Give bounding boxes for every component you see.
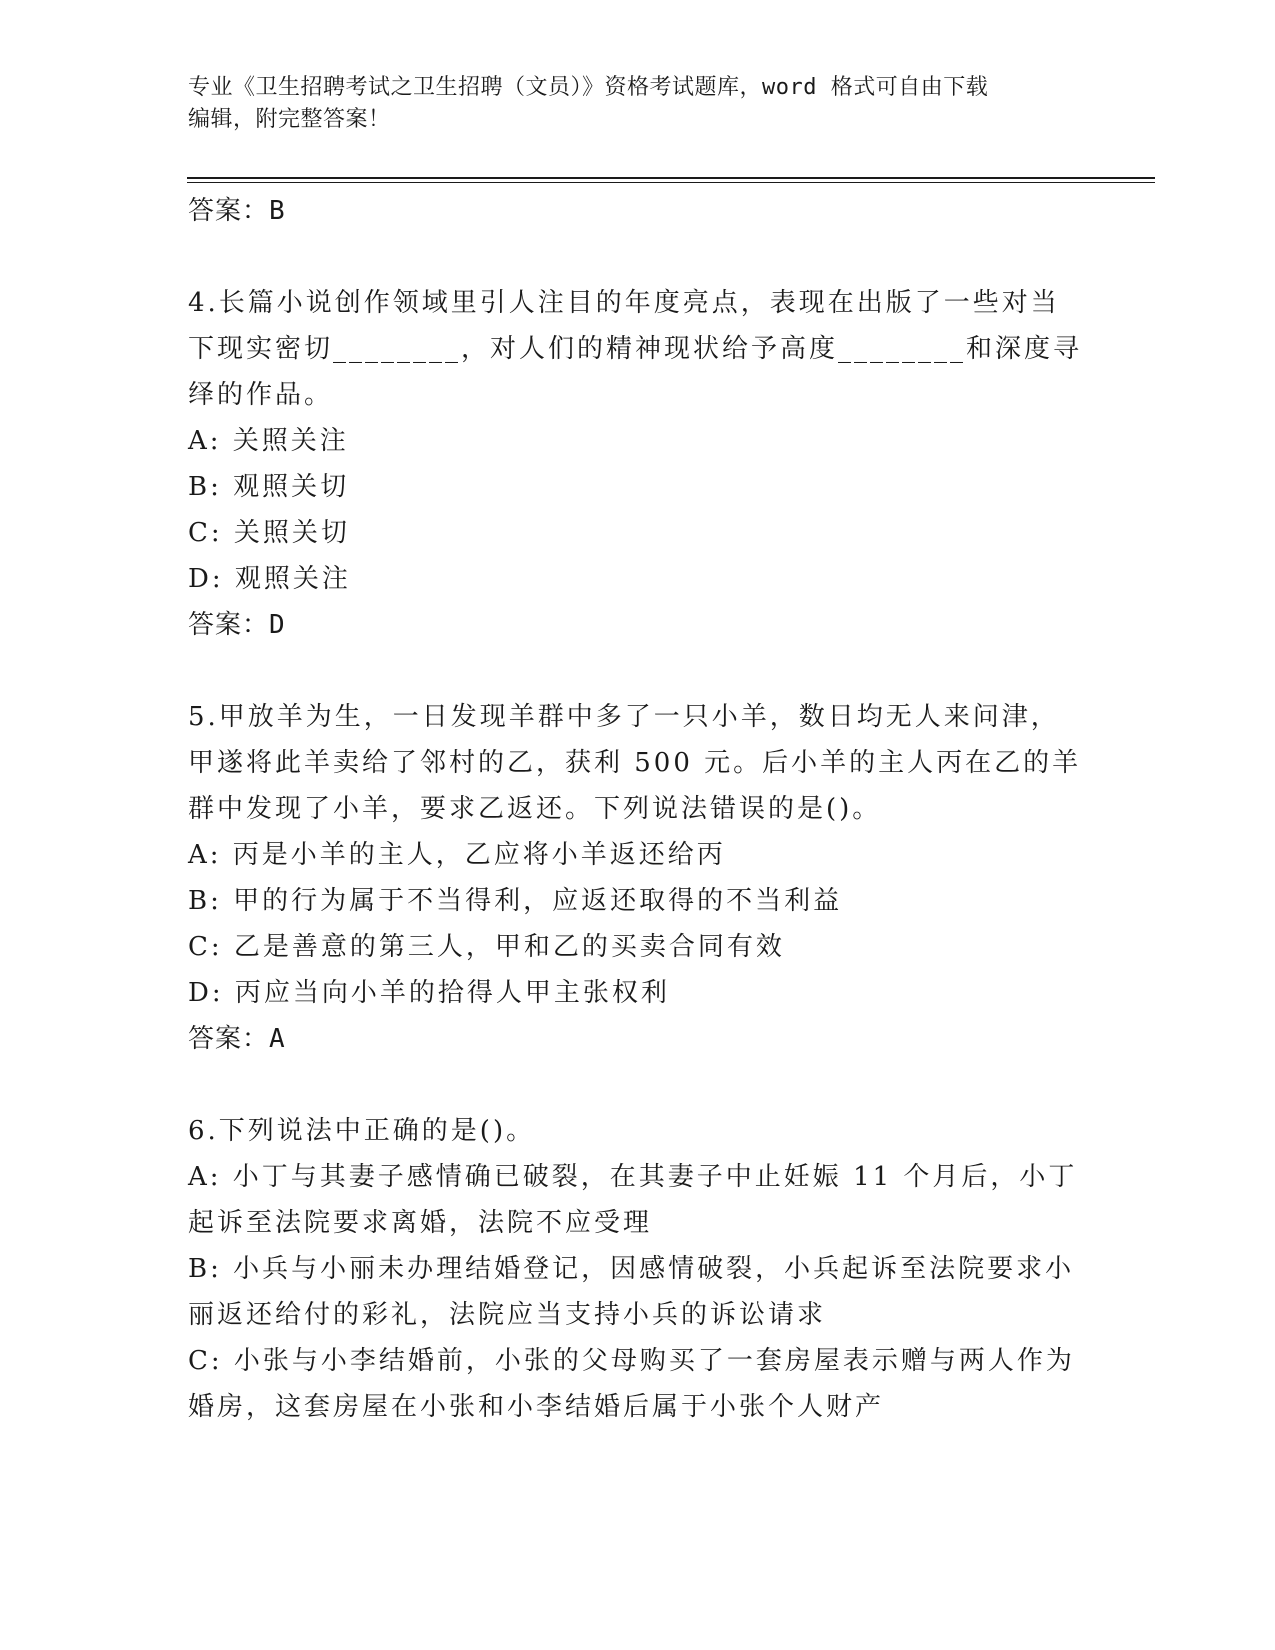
question-4-option-b: B: 观照关切 — [188, 472, 350, 502]
question-5-option-c: C: 乙是善意的第三人，甲和乙的买卖合同有效 — [188, 932, 785, 962]
spacer — [188, 1062, 1088, 1108]
question-5-option-b: B: 甲的行为属于不当得利，应返还取得的不当利益 — [188, 886, 843, 916]
question-5-text-line-1: 5.甲放羊为生，一日发现羊群中多了一只小羊，数日均无人来问津， — [188, 702, 1060, 732]
question-4-option-c: C: 关照关切 — [188, 518, 350, 548]
question-5-option-d: D: 丙应当向小羊的拾得人甲主张权利 — [188, 978, 670, 1008]
header-line-1: 专业《卫生招聘考试之卫生招聘（文员）》资格考试题库，word 格式可自由下载 — [188, 75, 989, 100]
header-line-2: 编辑，附完整答案！ — [188, 107, 391, 132]
question-6-option-a-line-2: 起诉至法院要求离婚，法院不应受理 — [188, 1208, 653, 1238]
spacer — [188, 648, 1088, 694]
header-rule-thin — [187, 182, 1155, 183]
question-6 — [188, 1108, 1088, 1430]
question-4-answer: 答案：D — [188, 610, 286, 640]
question-4 — [188, 280, 1088, 648]
document-body — [188, 188, 1088, 1430]
question-5-answer: 答案：A — [188, 1024, 286, 1054]
page-header — [188, 72, 1088, 136]
question-4-option-a: A: 关照关注 — [188, 426, 349, 456]
question-5-text-line-2: 甲遂将此羊卖给了邻村的乙，获利 500 元。后小羊的主人丙在乙的羊 — [188, 748, 1082, 778]
question-6-text-line-1: 6.下列说法中正确的是()。 — [188, 1116, 536, 1146]
question-6-option-c-line-2: 婚房，这套房屋在小张和小李结婚后属于小张个人财产 — [188, 1392, 885, 1422]
question-4-option-d: D: 观照关注 — [188, 564, 351, 594]
question-5 — [188, 694, 1088, 1062]
question-6-option-b-line-2: 丽返还给付的彩礼，法院应当支持小兵的诉讼请求 — [188, 1300, 827, 1330]
question-4-text-line-3: 绎的作品。 — [188, 380, 334, 410]
question-5-text-line-3: 群中发现了小羊，要求乙返还。下列说法错误的是()。 — [188, 794, 882, 824]
question-6-option-b-line-1: B: 小兵与小丽未办理结婚登记，因感情破裂，小兵起诉至法院要求小 — [188, 1254, 1075, 1284]
spacer — [188, 234, 1088, 280]
answer-previous-question: 答案：B — [188, 196, 286, 226]
question-4-text-line-2: 下现实密切________，对人们的精神现状给予高度________和深度寻 — [188, 334, 1083, 364]
question-6-option-c-line-1: C: 小张与小李结婚前，小张的父母购买了一套房屋表示赠与两人作为 — [188, 1346, 1075, 1376]
question-6-option-a-line-1: A: 小丁与其妻子感情确已破裂，在其妻子中止妊娠 11 个月后，小丁 — [188, 1162, 1078, 1192]
question-4-text-line-1: 4.长篇小说创作领域里引人注目的年度亮点，表现在出版了一些对当 — [188, 288, 1060, 318]
header-rule — [187, 177, 1155, 179]
question-5-option-a: A: 丙是小羊的主人，乙应将小羊返还给丙 — [188, 840, 726, 870]
